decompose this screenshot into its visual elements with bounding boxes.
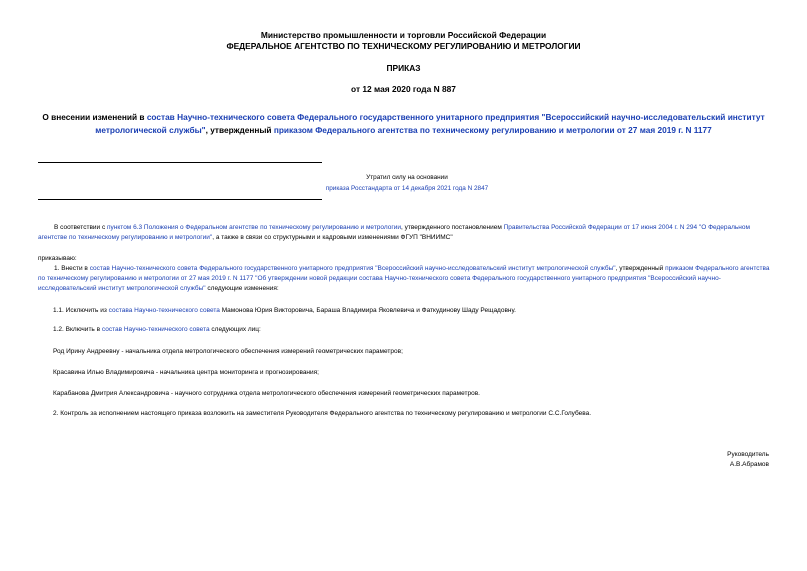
title-text-2: , утвержденный (205, 124, 274, 135)
item-1-1 (53, 306, 516, 316)
document-type: ПРИКАЗ (386, 63, 421, 73)
person-item: Род Ирину Андреевну - начальника отдела метрологического обеспечения измерений геометрических параметров; (53, 348, 403, 355)
title-link-council[interactable]: состав Научно-технического совета Федерального государственного унитарного предприятия "Всероссийский научно-исследовательский институт метрологической службы" (95, 112, 765, 135)
item-2: 2. Контроль за исполнением настоящего приказа возложить на заместителя Руководителя Федерального агентства по техническому регулированию и метрологии С.С.Голубева. (53, 410, 592, 417)
item-1-text-b: , утвержденный (615, 265, 666, 272)
document-title (40, 111, 767, 136)
signature-role: Руководитель (727, 451, 769, 458)
item-1-1-text-a: 1.1. Исключить из (53, 307, 109, 314)
preamble-text-2: , утвержденного постановлением (401, 224, 504, 231)
preamble-text-3: , а также в связи со структурными и кадровыми изменениями ФГУП "ВНИИМС" (212, 234, 453, 241)
item-1-link-council[interactable]: состав Научно-технического совета Федерального государственного унитарного предприятия "Всероссийский научно-исследовательский институт метрологической службы" (89, 265, 616, 272)
title-text-1: О внесении изменений в (42, 112, 147, 122)
preamble-link-government[interactable]: Правительства Российской Федерации от 17 июня 2004 г. N 294 "О Федеральном агентстве по техническому регулированию и метрологии" (38, 224, 750, 241)
item-1-1-link[interactable]: состава Научно-технического совета (108, 307, 220, 314)
person-item: Красавина Илью Владимировича - начальника центра мониторинга и прогнозирования; (53, 369, 319, 376)
item-1-2-text-a: 1.2. Включить в (53, 326, 102, 333)
divider-bottom (38, 199, 322, 200)
order-word: приказываю: (38, 255, 77, 262)
item-1-link-order[interactable]: приказом Федерального агентства по техническому регулированию и метрологии от 27 мая 2019 г. N 1177 "Об утверждении новой редакции состава Научно-технического совета Федерального государственного унитарного предприятия "Всероссийский научно-исследовательский институт метрологической службы" (38, 265, 770, 292)
document-date: от 12 мая 2020 года N 887 (351, 84, 456, 94)
preamble-paragraph (38, 223, 770, 243)
status-text: Утратил силу на основании (366, 174, 448, 181)
item-1-2-link[interactable]: состав Научно-технического совета (101, 326, 210, 333)
item-1-text-a: 1. Внести в (54, 265, 90, 272)
item-1-text-c: следующие изменения: (205, 285, 279, 292)
divider-top (38, 162, 322, 163)
person-item: Карабанова Дмитрия Александровича - научного сотрудника отдела метрологического обеспечения измерений геометрических параметров. (53, 390, 480, 397)
item-1-paragraph (38, 264, 770, 294)
agency-name: ФЕДЕРАЛЬНОЕ АГЕНТСТВО ПО ТЕХНИЧЕСКОМУ РЕГУЛИРОВАНИЮ И МЕТРОЛОГИИ (226, 41, 581, 51)
preamble-text-1: В соответствии с (54, 224, 108, 231)
status-link[interactable]: приказа Росстандарта от 14 декабря 2021 года N 2847 (325, 185, 489, 192)
signature-name: А.В.Абрамов (729, 461, 769, 468)
item-1-2 (53, 325, 261, 335)
ministry-name: Министерство промышленности и торговли Российской Федерации (260, 30, 547, 40)
preamble-link-regulation[interactable]: пунктом 6.3 Положения о Федеральном агентстве по техническому регулированию и метрологии (107, 224, 402, 231)
status-block (322, 172, 492, 194)
item-1-2-text-b: следующих лиц: (209, 326, 261, 333)
item-1-1-text-b: Мамонова Юрия Викторовича, Бараша Владимира Яковлевича и Фаткудинову Шаду Рещадовну. (219, 307, 516, 314)
title-link-order[interactable]: приказом Федерального агентства по техническому регулированию и метрологии от 27 мая 2019 г. N 1177 (273, 124, 712, 135)
